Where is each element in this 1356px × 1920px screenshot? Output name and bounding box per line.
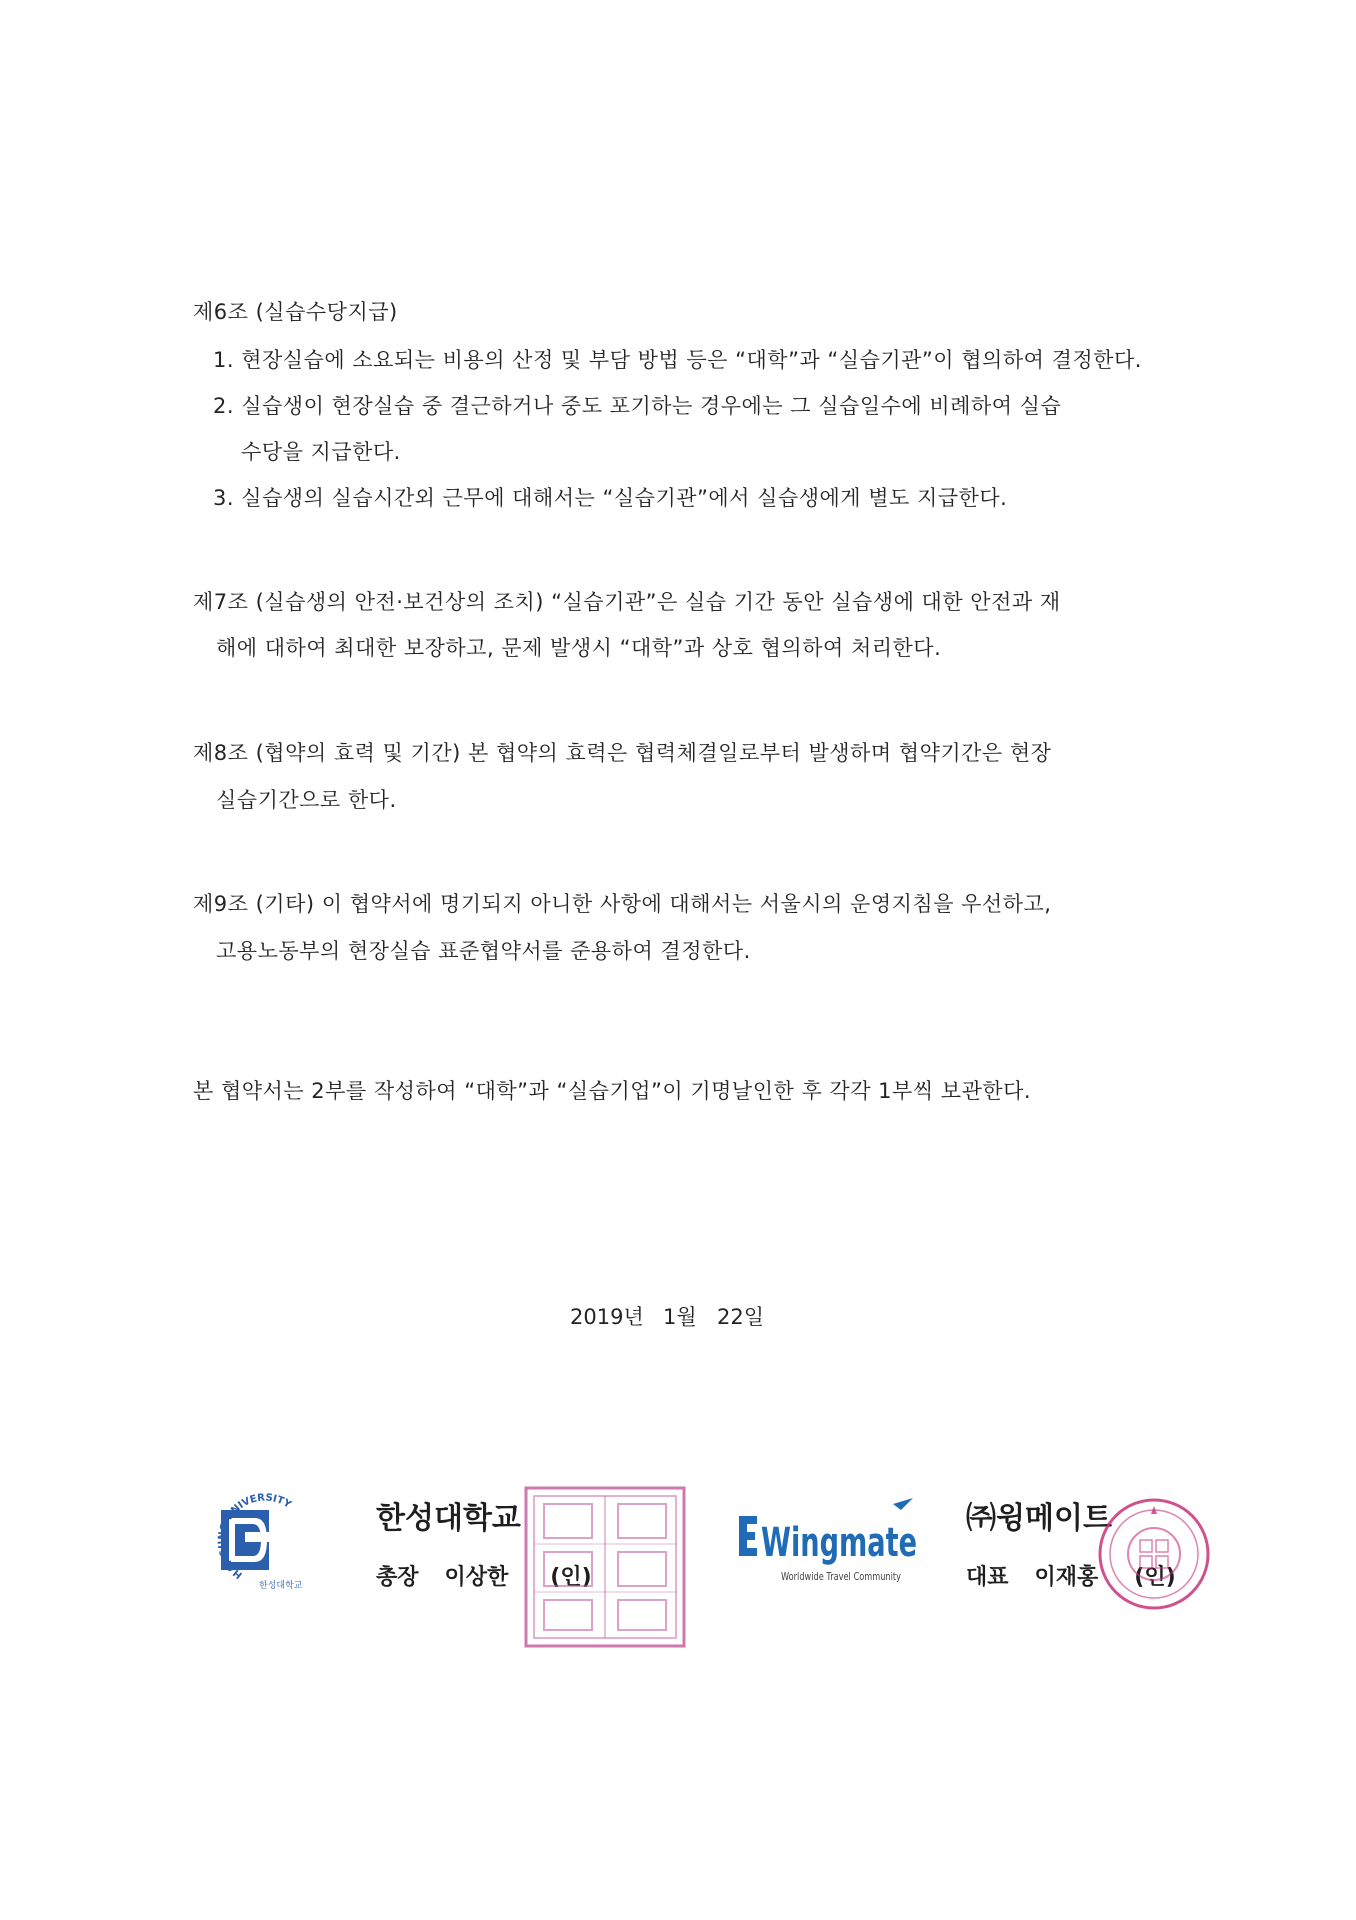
party2-org-name: ㈜윙메이트	[966, 1501, 1112, 1536]
hansung-official-seal	[520, 1482, 690, 1652]
article8-line2: 실습기간으로 한다.	[216, 788, 397, 812]
article8-line1: 제8조 (협약의 효력 및 기간) 본 협약의 효력은 협력체결일로부터 발생하며 협약기간은 현장	[193, 741, 1052, 765]
party2-seal-mark: (인)	[1134, 1565, 1176, 1590]
article7-line1: 제7조 (실습생의 안전·보건상의 조치) “실습기관”은 실습 기간 동안 실습생에 대한 안전과 재	[193, 590, 1061, 614]
party2-title: 대표	[966, 1565, 1009, 1590]
wingmate-tagline: Worldwide Travel Community	[781, 1570, 902, 1583]
party1-title: 총장	[376, 1565, 419, 1590]
hansung-logo-arc-text: HANSUNG UNIVERSITY	[216, 1492, 293, 1581]
article6-item3: 3. 실습생의 실습시간외 근무에 대해서는 “실습기관”에서 실습생에게 별도 지급한다.	[213, 486, 1008, 510]
party1-seal-mark: (인)	[550, 1565, 592, 1590]
wingmate-logo-text: Wingmate	[761, 1520, 917, 1566]
wingmate-logo	[735, 1496, 925, 1590]
date-day: 22일	[717, 1305, 765, 1329]
closing-statement: 본 협약서는 2부를 작성하여 “대학”과 “실습기업”이 기명날인한 후 각각 1부씩 보관한다.	[193, 1079, 1032, 1103]
article6-item2-line1: 2. 실습생이 현장실습 중 결근하거나 중도 포기하는 경우에는 그 실습일수에 비례하여 실습	[213, 394, 1062, 418]
wingmate-official-seal	[1096, 1496, 1212, 1612]
article9-line1: 제9조 (기타) 이 협약서에 명기되지 아니한 사항에 대해서는 서울시의 운영지침을 우선하고,	[193, 892, 1052, 916]
party1-org-name: 한성대학교	[376, 1501, 521, 1536]
article6-item2-line2: 수당을 지급한다.	[241, 440, 401, 464]
article6-title: 제6조 (실습수당지급)	[193, 300, 398, 324]
article9-line2: 고용노동부의 현장실습 표준협약서를 준용하여 결정한다.	[216, 939, 751, 963]
party1-name: 이상한	[444, 1565, 509, 1590]
hansung-university-logo	[215, 1488, 317, 1594]
article6-item1: 1. 현장실습에 소요되는 비용의 산정 및 부담 방법 등은 “대학”과 “실습기관”이 협의하여 결정한다.	[213, 348, 1142, 372]
date-year: 2019년	[570, 1305, 644, 1329]
hansung-logo-subtext: 한성대학교	[259, 1581, 303, 1591]
date-month: 1월	[663, 1305, 697, 1329]
party2-name: 이재홍	[1034, 1565, 1099, 1590]
article7-line2: 해에 대하여 최대한 보장하고, 문제 발생시 “대학”과 상호 협의하여 처리한다.	[216, 636, 942, 660]
